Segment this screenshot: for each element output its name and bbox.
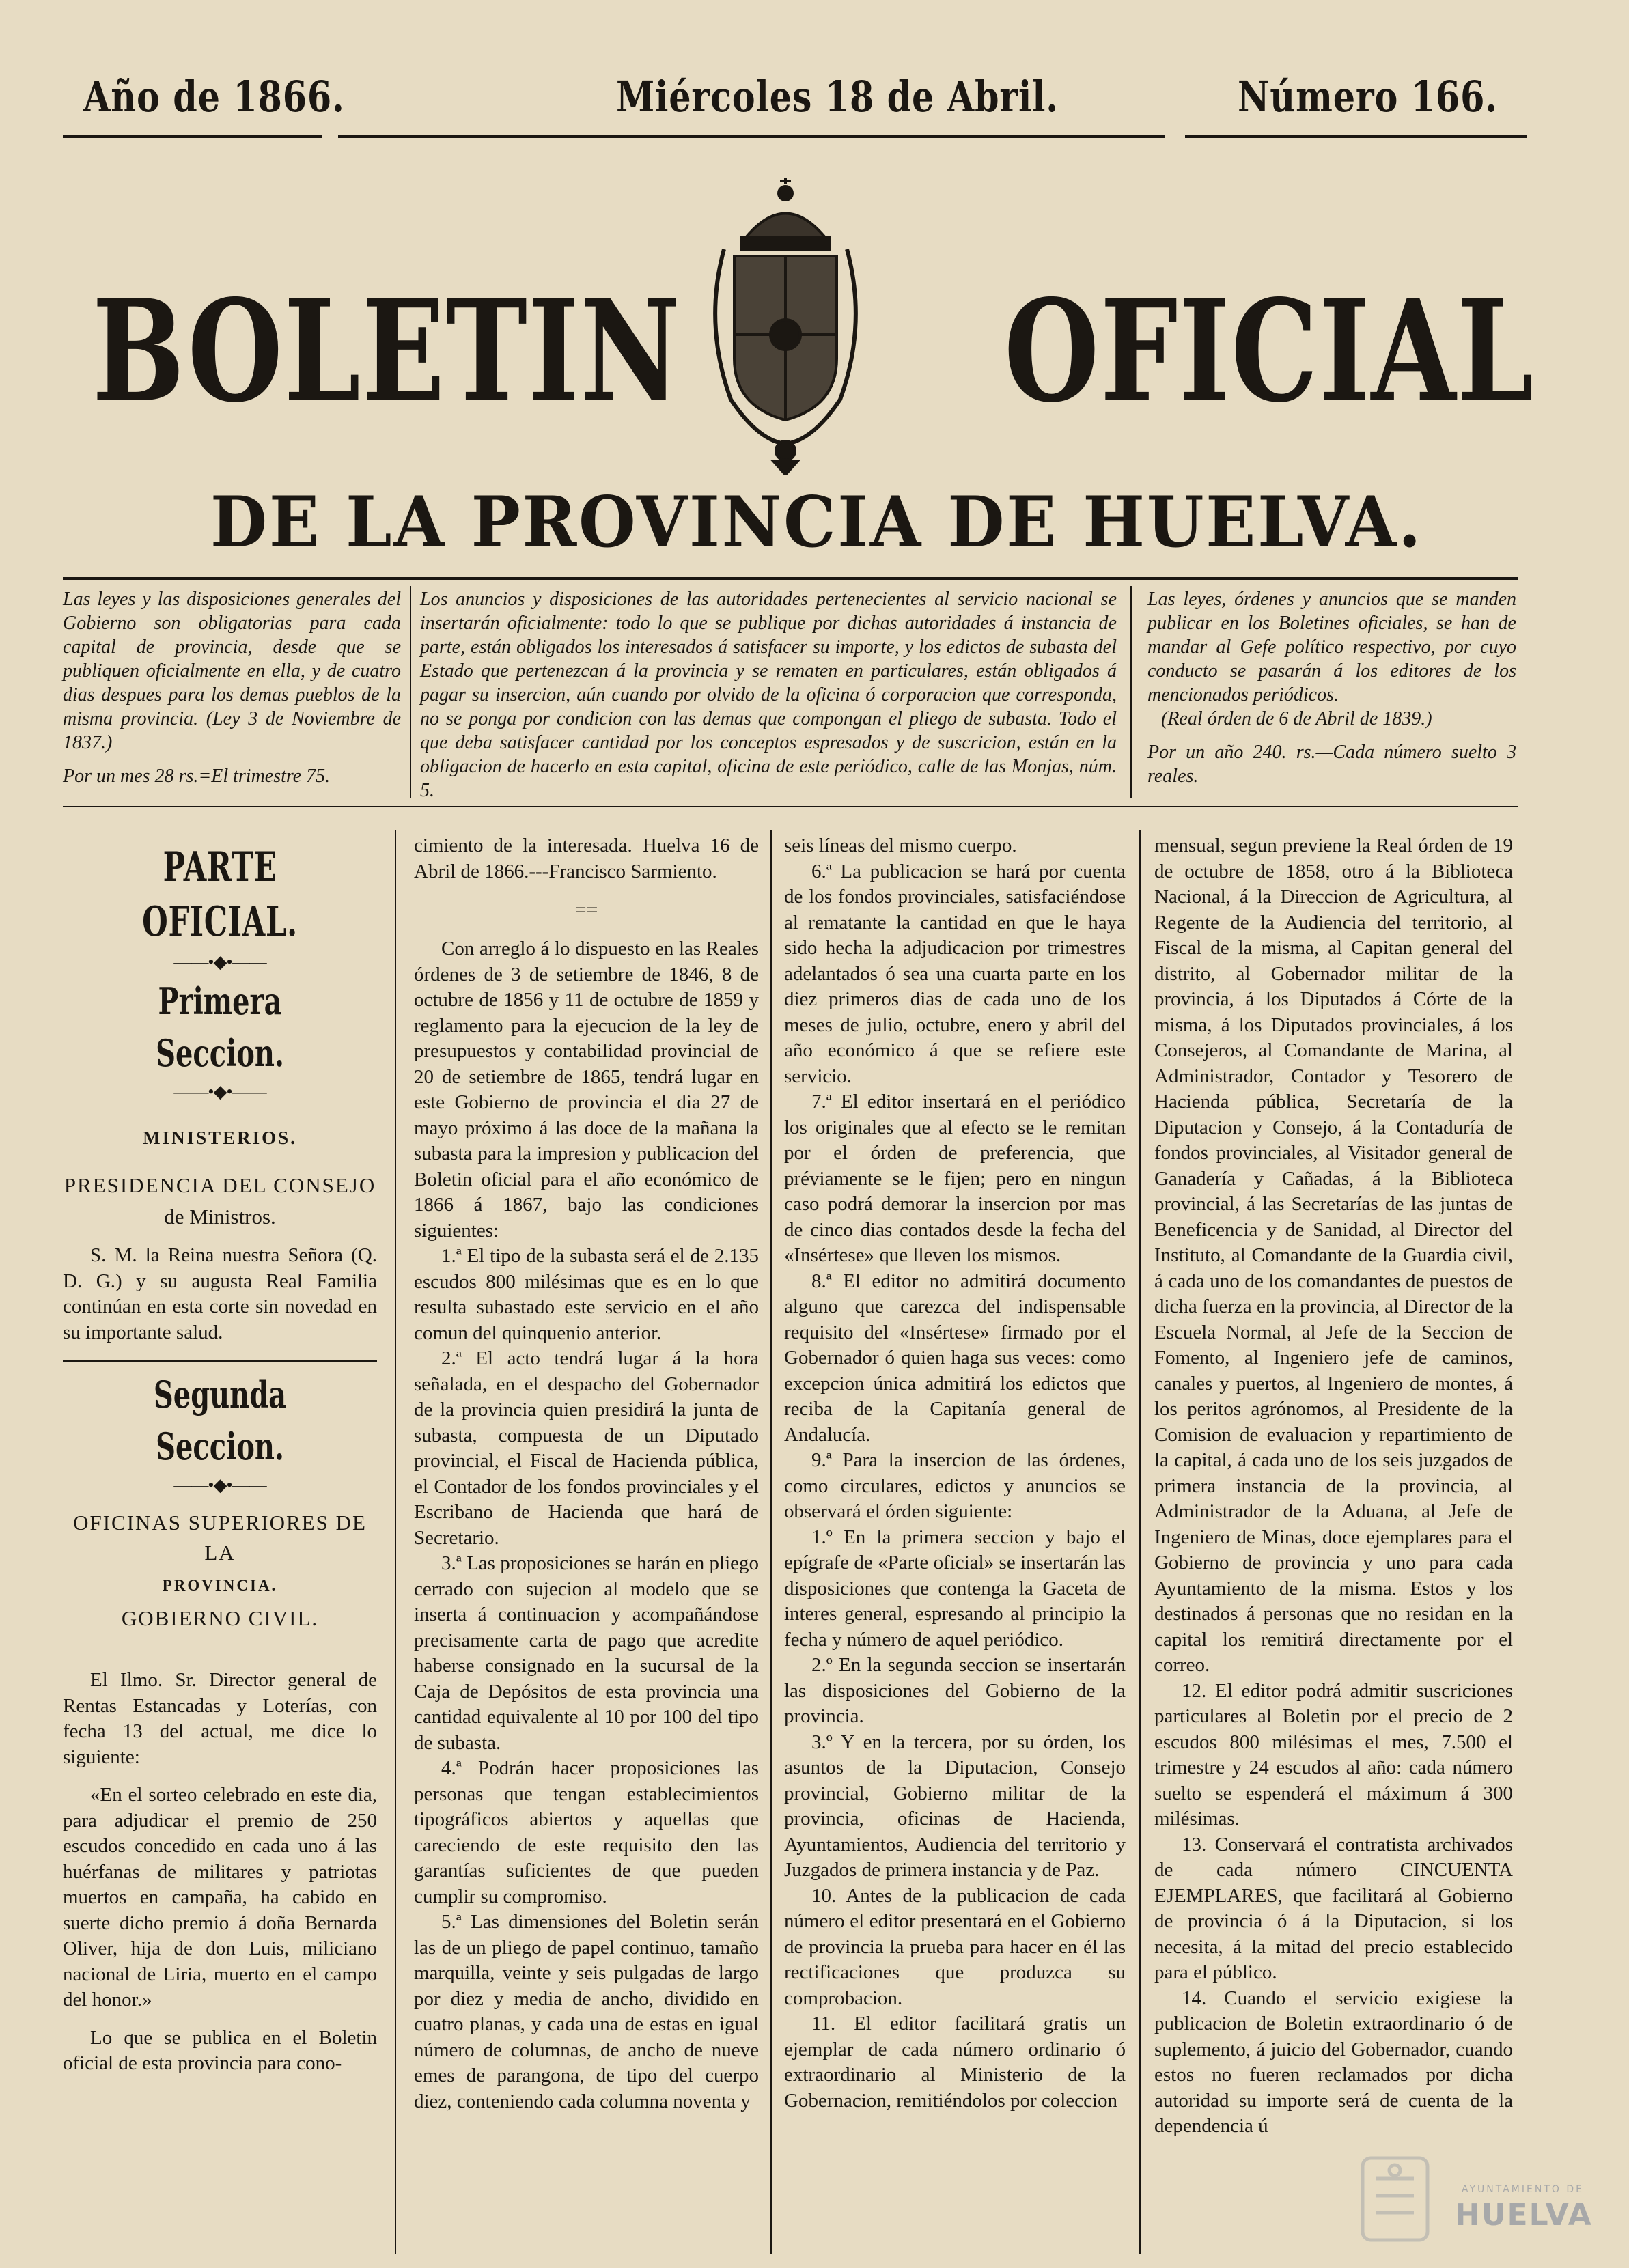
- condition-6: 6.ª La publicacion se hará por cuenta de los fondos provinciales, satisfaciéndose al rematante la cantidad en que le haya sido hecha la adjudicacion por trimestres adelantados ó sea una cuarta parte en los diez primeros dias de cada uno de los meses de julio, octubre, enero y abril del año económico á que se refiere este servicio.: [784, 860, 1126, 1087]
- heading-oficinas: OFICINAS SUPERIORES DE LA: [73, 1511, 367, 1565]
- ornament-3: ——•◆•——: [173, 1475, 266, 1495]
- column-4: [1154, 833, 1513, 2140]
- watermark-small-text: AYUNTAMIENTO DE: [1462, 2184, 1584, 2195]
- condition-4: 4.ª Podrán hacer proposiciones las personas que tengan establecimientos tipográficos abiertos y aquellas que careciendo de este requisito den las garantías suficientes de que pueden cumplir su compromiso.: [414, 1757, 759, 1907]
- notice-leyes: [63, 587, 401, 788]
- heading-segunda-seccion: Segunda Seccion.: [153, 1373, 287, 1468]
- heading-presidencia: PRESIDENCIA DEL CONSEJO: [64, 1173, 376, 1197]
- column-1: [63, 833, 377, 2077]
- condition-14: 14. Cuando el servicio exigiese la publicacion de Boletin extraordinario ó de suplemento, á juicio del Gobernador, cuando estos no fueren reclamados por dicha autoridad su importe será de cuenta de la dependencia ú: [1154, 1987, 1513, 2137]
- title-boletin: BOLETIN: [92, 270, 682, 434]
- notice-divider-1: [410, 586, 411, 798]
- condition-9-1: 1.º En la primera seccion y bajo el epígrafe de «Parte oficial» se insertarán las disposiciones que contenga la Gaceta de interes general, espresando al principio la fecha y número de aquel periódico.: [784, 1526, 1126, 1651]
- issue-number: Número 166.: [1238, 72, 1498, 122]
- condition-12: 12. El editor podrá admitir suscriciones particulares al Boletin por el precio de 2 escudos 800 milésimas el mes, 7.500 el trimestre y 24 escudos al año: cada número suelto se espenderá el máximum á 300 milésimas.: [1154, 1679, 1513, 1830]
- paragraph-publica: Lo que se publica en el Boletin oficial de esta provincia para cono-: [63, 2026, 377, 2074]
- column-2: [414, 833, 759, 2114]
- condition-8: 8.ª El editor no admitirá documento alguno que carezca del indispensable requisito del «Insértese» firmado por el Gobernador ó quien haga sus veces: como excepcion única admitirá los edictos que reciba de la Capitanía general de Andalucía.: [784, 1270, 1126, 1446]
- notice-real-orden: (Real órden de 6 de Abril de 1839.): [1161, 708, 1432, 729]
- paragraph-seis-lineas: seis líneas del mismo cuerpo.: [784, 835, 1017, 856]
- notice-annual-price: Por un año 240. rs.—Cada número suelto 3 reales.: [1147, 742, 1516, 787]
- heading-parte-oficial: PARTE OFICIAL.: [142, 843, 298, 946]
- ornament-2: ——•◆•——: [173, 1082, 266, 1102]
- notice-ordenes: [1147, 587, 1516, 788]
- condition-13: 13. Conservará el contratista archivados de cada número CINCUENTA EJEMPLARES, que facilitará al Gobierno de provincia ó á la Diputacion, si los necesita, á la mitad del precio establecido para el público.: [1154, 1833, 1513, 1983]
- paragraph-con-arreglo: Con arreglo á lo dispuesto en las Reales órdenes de 3 de setiembre de 1846, 8 de octubre de 1856 y 11 de octubre de 1859 y reglamento para la ejecucion de la ley de presupuestos y contabilidad provincial de 20 de setiembre de 1865, tendrá lugar en este Gobierno de provincia el dia 27 de mayo próximo á las doce de la mañana la subasta para la impresion y publicacion del Boletin oficial para el año económico de 1866 á 1867, bajo las condiciones siguientes:: [414, 938, 759, 1242]
- heading-provincia: PROVINCIA.: [162, 1577, 278, 1594]
- condition-7: 7.ª El editor insertará en el periódico los originales que al efecto se le remitan por el órden de preferencia, que préviamente se le fijen; pero en ningun caso podrá demorar la insercion por mas de cinco dias contados desde la fecha del «Insértese» que lleven los mismos.: [784, 1091, 1126, 1266]
- masthead-rule-right: [1185, 135, 1527, 138]
- condition-1: 1.ª El tipo de la subasta será el de 2.135 escudos 800 milésimas que es en lo que resulta subastado este servicio en el año comun del quinquenio anterior.: [414, 1245, 759, 1344]
- condition-9-3: 3.º Y en la tercera, por su órden, los asuntos de la Diputacion, Consejo provincial, Gobierno militar de la provincia, oficinas de Hacienda, Ayuntamientos, Audiencia del territorio y Juzgados de primera instancia y de Paz.: [784, 1731, 1126, 1881]
- condition-3: 3.ª Las proposiciones se harán en pliego cerrado con sujecion al modelo que se inserta á continuacion y acompañándose precisamente carta de pago que acredite haberse consignado en la sucursal de la Caja de Depósitos de esta provincia una cantidad equivalente al 10 por 100 del tipo de subasta.: [414, 1552, 759, 1754]
- separator: ==: [574, 899, 598, 921]
- ornament-1: ——•◆•——: [173, 952, 266, 972]
- notice-bottom-rule: [63, 806, 1518, 807]
- notice-divider-2: [1130, 586, 1132, 798]
- header-rule: [63, 577, 1518, 580]
- condition-9: 9.ª Para la insercion de las órdenes, como circulares, edictos y anuncios se observará el órden siguiente:: [784, 1449, 1126, 1522]
- paragraph-conocimiento: cimiento de la interesada. Huelva 16 de Abril de 1866.---Francisco Sarmiento.: [414, 835, 759, 882]
- condition-2: 2.ª El acto tendrá lugar á la hora señalada, en el despacho del Gobernador de la provincia quien presidirá la junta de subasta, compuesta de un Diputado provincial, el Fiscal de Hacienda pública, el Contador de los fondos provinciales y el Escribano de Hacienda que hará de Secretario.: [414, 1347, 759, 1549]
- title-provincia-huelva: DE LA PROVINCIA DE HUELVA.: [210, 481, 1423, 563]
- paragraph-reina: S. M. la Reina nuestra Señora (Q. D. G.) y su augusta Real Familia continúan en esta corte sin novedad en su importante salud.: [63, 1244, 377, 1343]
- condition-5: 5.ª Las dimensiones del Boletin serán las de un pliego de papel continuo, tamaño marquilla, veinte y seis pulgadas de largo por diez y media de ancho, dividido en cuatro planas, y cada una de estas en igual número de columnas, de ancho de nueve emes de parangona, de tipo del cuerpo diez, conteniendo cada columna noventa y: [414, 1911, 759, 2112]
- paragraph-director-general: El Ilmo. Sr. Director general de Rentas Estancadas y Loterías, con fecha 13 del actual, me dice lo siguiente:: [63, 1669, 377, 1768]
- column-3: [784, 833, 1126, 2114]
- heading-gobierno-civil: GOBIERNO CIVIL.: [121, 1606, 319, 1630]
- royal-crest-icon: [683, 174, 888, 475]
- issue-date: Miércoles 18 de Abril.: [616, 72, 1059, 122]
- condition-9-2: 2.º En la segunda seccion se insertarán las disposiciones del Gobierno de la provincia.: [784, 1654, 1126, 1727]
- heading-ministerios: MINISTERIOS.: [143, 1128, 297, 1148]
- title-oficial: OFICIAL: [1004, 270, 1535, 434]
- column-divider-1: [395, 830, 396, 2254]
- masthead-info-line: [63, 72, 1498, 140]
- condition-11: 11. El editor facilitará gratis un ejemplar de cada número ordinario ó extraordinario al Ministerio de la Gobernacion, remitiéndolos por coleccion: [784, 2013, 1126, 2112]
- column-divider-3: [1139, 830, 1141, 2254]
- condition-10: 10. Antes de la publicacion de cada número el editor presentará en el Gobierno de provincia la prueba para hacer en él las rectificaciones que produzca su comprobacion.: [784, 1884, 1126, 2009]
- heading-primera-seccion: Primera Seccion.: [156, 979, 284, 1075]
- column-divider-2: [770, 830, 772, 2254]
- heading-ministros: de Ministros.: [164, 1205, 276, 1229]
- notice-leyes-text: Las leyes y las disposiciones generales del Gobierno son obligatorias para cada capital de provincia, desde que se publiquen oficialmente en ella, y de cuatro dias despues para los demas pueblos de la misma provincia. (Ley 3 de Noviembre de 1837.): [63, 589, 401, 753]
- issue-year: Año de 1866.: [83, 72, 345, 122]
- notice-monthly-price: Por un mes 28 rs.=El trimestre 75.: [63, 766, 331, 787]
- masthead-rule-left: [63, 135, 322, 138]
- masthead-rule-center: [338, 135, 1165, 138]
- notice-ordenes-text: Las leyes, órdenes y anuncios que se manden publicar en los Boletines oficiales, se han de mandar al Gefe político respectivo, por cuyo conducto se pasarán á los editores de los mencionados periódicos.: [1147, 589, 1516, 705]
- section-rule: [63, 1360, 377, 1362]
- paragraph-sorteo: «En el sorteo celebrado en este dia, para adjudicar el premio de 250 escudos concedido en cada uno á las huérfanas de militares y patriotas muertos en campaña, ha cabido en suerte dicho premio á doña Bernarda Oliver, hija de don Luis, miliciano nacional de Liria, muerto en el campo del honor.»: [63, 1784, 377, 2011]
- notice-anuncios: Los anuncios y disposiciones de las autoridades pertenecientes al servicio nacional se insertarán oficialmente: todo lo que se publique por dichas autoridades á instancia de parte, están obligados los interesados á satisfacer su importe, y los edictos de subasta del Estado que pertenezcan á la provincia y se rematen en particulares, están obligados á pagar su insercion, aún cuando por olvido de la oficina ó corporacion que corresponda, no se ponga por condicion con las demas que compongan el pliego de subasta. Todo el que deba satisfacer cantidad por los conceptos espresados y de suscricion, están en la obligacion de hacerlo en esta capital, oficina de este periódico, calle de las Monjas, núm. 5.: [420, 589, 1117, 801]
- watermark-huelva-text: HUELVA: [1455, 2198, 1593, 2232]
- paragraph-mensual: mensual, segun previene la Real órden de 19 de octubre de 1858, otro á la Biblioteca Nacional, á la Direccion de Agricultura, al Regente de la Audiencia del territorio, al Fiscal de la misma, al Capitan general del distrito, al Gobernador militar de la provincia, á los Diputados á Córte de la misma, á los Diputados provinciales, á los Consejeros, al Comandante de Marina, al Administrador, Contador y Tesorero de Hacienda pública, Secretaría de la Diputacion y Consejo, á la Contaduría de fondos provinciales, al Visitador general de Ganadería y Cañadas, á la Biblioteca provincial, á las Secretarías de las juntas de Beneficencia y de Sanidad, al Director del Instituto, al Comandante de la Guardia civil, á cada uno de los comandantes de puestos de dicha fuerza en la provincia, al Director de la Escuela Normal, al Jefe de la Seccion de Fomento, al Ingeniero jefe de caminos, canales y puertos, al Ingeniero de montes, á los peritos agrónomos, al Presidente de la Comision de evaluacion y repartimiento de la capital, á cada uno de los seis juzgados de primera instancia de la provincia, al Administrador de la Aduana, al Jefe de Ingeniero de Minas, doce ejemplares para el Gobierno de provincia y uno para cada Ayuntamiento de la misma. Estos y los destinados á personas que no residan en la capital los remitirá directamente por el correo.: [1154, 835, 1513, 1676]
